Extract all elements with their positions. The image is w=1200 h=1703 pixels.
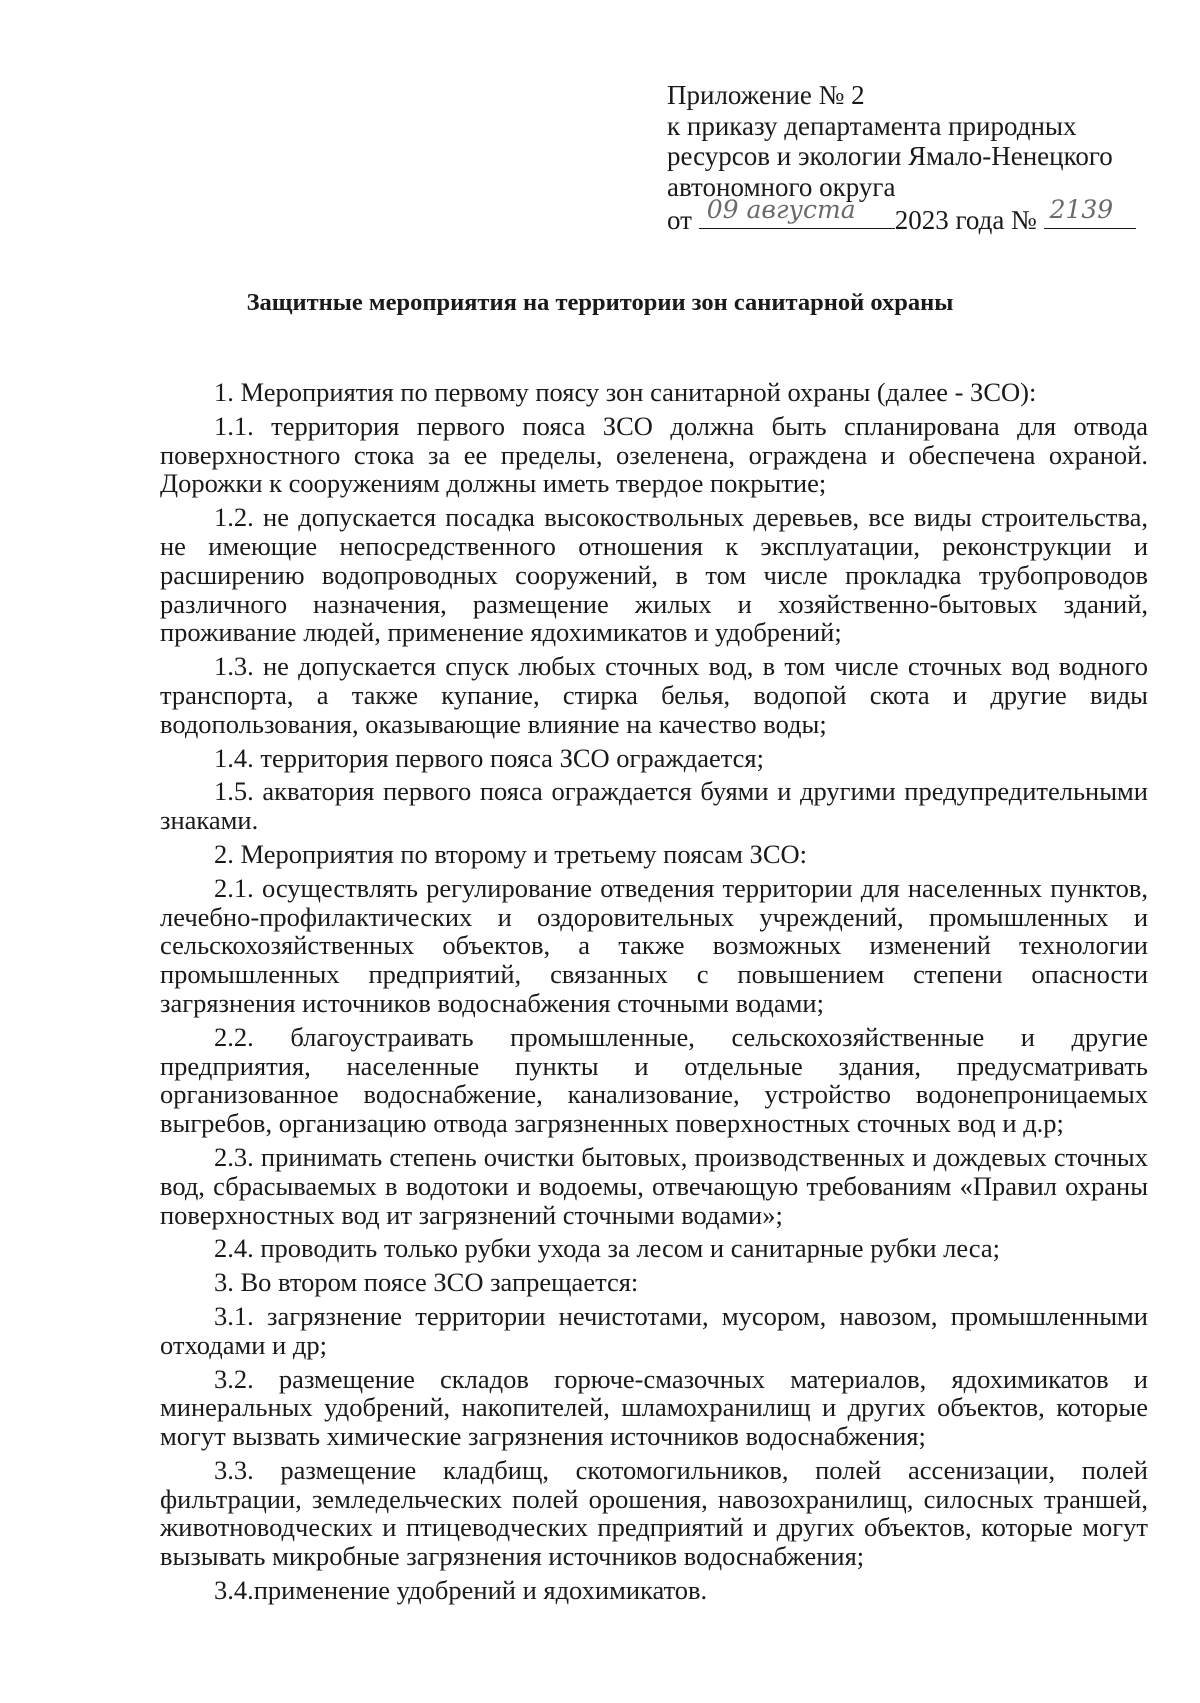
handwritten-date: 09 августа xyxy=(706,194,856,224)
paragraph-1: 1. Мероприятия по первому поясу зон санитарной охраны (далее - ЗСО): xyxy=(214,377,1037,407)
paragraph-1-2: 1.2. не допускается посадка высокоствольных деревьев, все виды строительства, не имеющие непосредственного отношения к эксплуатации, реконструкции и расширению водопроводных сооружений, в том числе прокладка трубопроводов различного назначения, размещение жилых и хозяйственно-бытовых зданий, проживание людей, применение ядохимикатов и удобрений; xyxy=(160,502,1148,648)
document-title: Защитные мероприятия на территории зон санитарной охраны xyxy=(246,289,954,316)
paragraph-1-1: 1.1. территория первого пояса ЗСО должна быть спланирована для отвода поверхностного стока за ее пределы, озеленена, ограждена и обеспечена охраной. Дорожки к сооружениям должны иметь твердое покрытие; xyxy=(160,410,1148,499)
handwritten-number-field xyxy=(1044,194,1136,229)
handwritten-date-field xyxy=(699,194,895,229)
handwritten-order-number: 2139 xyxy=(1049,194,1114,224)
appendix-header xyxy=(667,80,1167,236)
document-body xyxy=(160,378,1148,1610)
paragraph-1-3: 1.3. не допускается спуск любых сточных вод, в том числе сточных вод водного транспорта, а также купание, стирка белья, водопой скота и другие виды водопользования, оказывающие влияние на качество воды; xyxy=(160,651,1148,739)
paragraph-2-4: 2.4. проводить только рубки ухода за лесом и санитарные рубки леса; xyxy=(214,1233,1001,1264)
appendix-number: Приложение № 2 xyxy=(667,80,865,110)
paragraph-2-1: 2.1. осуществлять регулирование отведения территории для населенных пунктов, лечебно-профилактических и оздоровительных учреждений, промышленных и сельскохозяйственных объектов, а также возможных изменений технологии промышленных предприятий, связанных с повышением степени опасности загрязнения источников водоснабжения сточными водами; xyxy=(160,872,1148,1018)
appendix-region-line: автономного округа xyxy=(667,171,896,202)
order-year-text: 2023 года № xyxy=(894,205,1037,235)
paragraph-2: 2. Мероприятия по второму и третьему поясам ЗСО: xyxy=(214,838,807,869)
paragraph-2-2: 2.2. благоустраивать промышленные, сельскохозяйственные и другие предприятия, населенные пункты и отдельные здания, предусматривать организованное водоснабжение, канализование, устройство водонепроницаемых выгребов, организацию отвода загрязненных поверхностных сточных вод и д.р; xyxy=(160,1021,1148,1139)
paragraph-3: 3. Во втором поясе ЗСО запрещается: xyxy=(214,1267,639,1298)
paragraph-3-4: 3.4.применение удобрений и ядохимикатов. xyxy=(214,1575,708,1606)
paragraph-3-1: 3.1. загрязнение территории нечистотами, мусором, навозом, промышленными отходами и др; xyxy=(160,1300,1148,1360)
paragraph-2-3: 2.3. принимать степень очистки бытовых, производственных и дождевых сточных вод, сбрасываемых в водотоки и водоемы, отвечающую требованиям «Правил охраны поверхностных вод ит загрязнений сточными водами»; xyxy=(160,1141,1148,1230)
appendix-order-line: к приказу департамента природных xyxy=(667,110,1077,141)
paragraph-3-2: 3.2. размещение складов горюче-смазочных материалов, ядохимикатов и минеральных удобрений, накопителей, шламохранилищ и других объектов, которые могут вызвать химические загрязнения источников водоснабжения; xyxy=(160,1363,1148,1452)
paragraph-1-5: 1.5. акватория первого пояса ограждается буями и другими предупредительными знаками. xyxy=(160,776,1148,836)
date-prefix: от xyxy=(667,205,692,235)
appendix-date-line xyxy=(667,194,1167,236)
paragraph-1-4: 1.4. территория первого пояса ЗСО ограждается; xyxy=(214,742,764,773)
paragraph-3-3: 3.3. размещение кладбищ, скотомогильников, полей ассенизации, полей фильтрации, земледельческих полей орошения, навозохранилищ, силосных траншей, животноводческих и птицеводческих предприятий и других объектов, которые могут вызывать микробные загрязнения источников водоснабжения; xyxy=(160,1454,1148,1572)
appendix-department-line: ресурсов и экологии Ямало-Ненецкого xyxy=(667,141,1113,171)
